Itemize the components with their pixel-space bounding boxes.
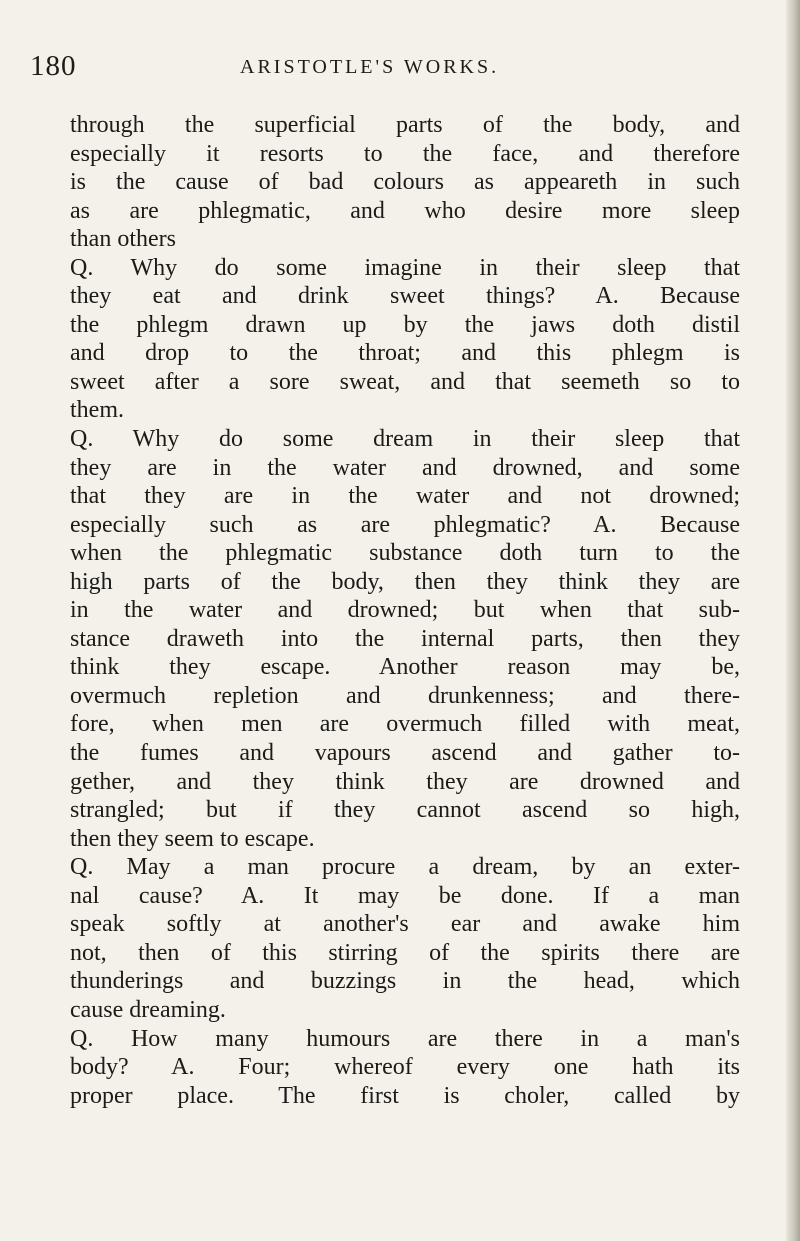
text-line: in the water and drowned; but when that sub- [70, 597, 740, 624]
text-line: strangled; but if they cannot ascend so high, [70, 797, 740, 824]
body-text [70, 111, 740, 1110]
text-line: not, then of this stirring of the spirits there are [70, 939, 740, 966]
running-head: ARISTOTLE'S WORKS. [240, 56, 500, 78]
text-line: fore, when men are overmuch filled with meat, [70, 711, 740, 738]
text-line: Q. May a man procure a dream, by an exter- [70, 854, 740, 881]
text-line: through the superficial parts of the body, and [70, 112, 740, 138]
text-line: cause dreaming. [70, 996, 226, 1023]
text-line: Q. Why do some imagine in their sleep that [70, 254, 740, 281]
text-line: as are phlegmatic, and who desire more sleep [70, 197, 740, 224]
text-line: overmuch repletion and drunkenness; and there- [70, 682, 740, 709]
text-line: nal cause? A. It may be done. If a man [70, 882, 740, 909]
text-line: than others [70, 226, 176, 253]
text-line: they eat and drink sweet things? A. Because [70, 283, 740, 310]
text-line: high parts of the body, then they think they are [70, 568, 740, 595]
text-line: they are in the water and drowned, and some [70, 454, 740, 481]
text-line: especially it resorts to the face, and therefore [70, 140, 740, 167]
text-line: then they seem to escape. [70, 825, 315, 852]
text-line: is the cause of bad colours as appeareth in such [70, 169, 740, 196]
text-line: especially such as are phlegmatic? A. Because [70, 511, 740, 538]
text-line: them. [70, 397, 124, 424]
text-line: gether, and they think they are drowned and [70, 768, 740, 795]
text-line: that they are in the water and not drowned; [70, 483, 740, 510]
text-line: when the phlegmatic substance doth turn to the [70, 540, 740, 567]
text-line: speak softly at another's ear and awake him [70, 911, 740, 938]
page-edge-shadow [786, 0, 800, 1241]
page-header [30, 50, 770, 90]
page-number: 180 [30, 50, 77, 82]
text-line: the phlegm drawn up by the jaws doth distil [70, 311, 740, 338]
text-line: stance draweth into the internal parts, then they [70, 625, 740, 652]
text-line: sweet after a sore sweat, and that seemeth so to [70, 368, 740, 395]
text-line: Q. Why do some dream in their sleep that [70, 426, 740, 453]
text-line: Q. How many humours are there in a man's [70, 1025, 740, 1052]
text-line: the fumes and vapours ascend and gather to- [70, 740, 740, 767]
text-line: proper place. The first is choler, called by [70, 1082, 740, 1109]
text-line: body? A. Four; whereof every one hath its [70, 1054, 740, 1081]
text-line: thunderings and buzzings in the head, which [70, 968, 740, 995]
text-line: think they escape. Another reason may be, [70, 654, 740, 681]
text-line: and drop to the throat; and this phlegm is [70, 340, 740, 367]
